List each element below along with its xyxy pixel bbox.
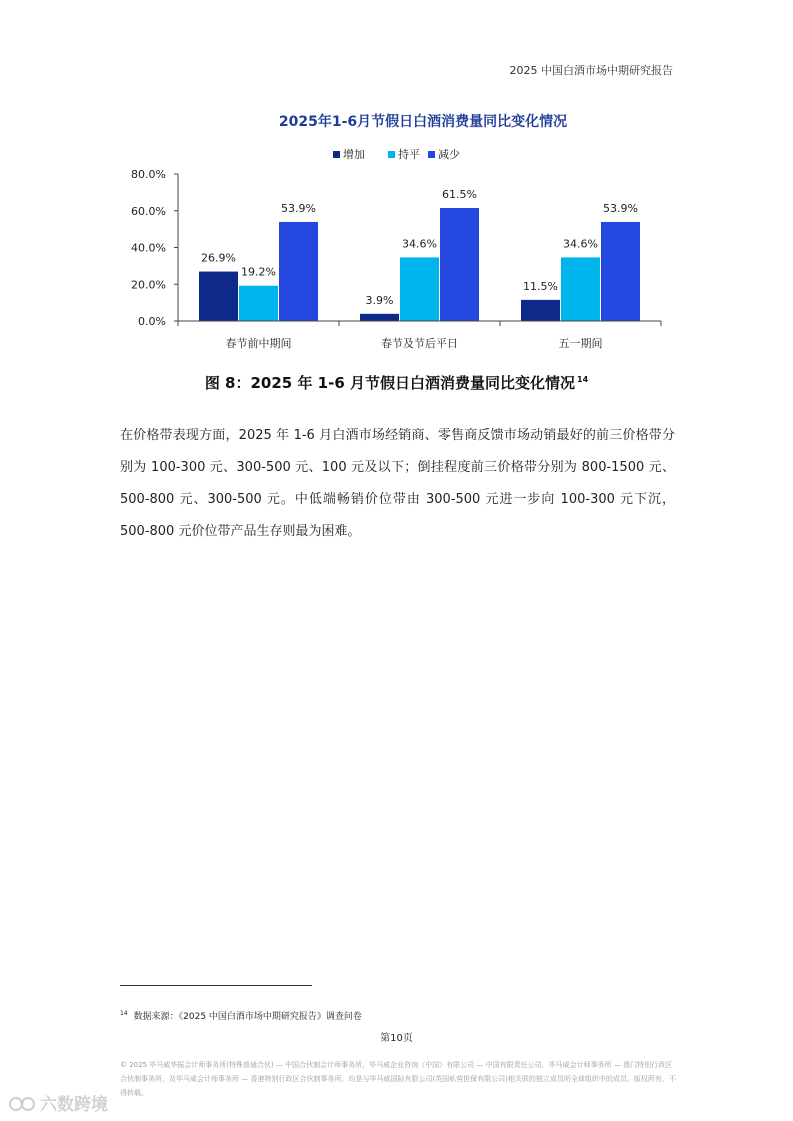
bar: [440, 208, 479, 321]
chart-bars: [199, 188, 640, 321]
chart-legend: [333, 147, 460, 161]
bar: [239, 286, 278, 321]
bar-data-label: 34.6%: [402, 237, 437, 251]
footnote: [120, 1009, 362, 1022]
y-tick-label: 40.0%: [131, 241, 166, 255]
bar-data-label: 34.6%: [563, 237, 598, 251]
bar-data-label: 26.9%: [201, 251, 236, 265]
legend-swatch-2: [428, 151, 435, 158]
chart-title: 2025年1-6月节假日白酒消费量同比变化情况: [278, 114, 568, 130]
y-tick-label: 80.0%: [131, 168, 166, 181]
footnote-number: 14: [120, 1010, 128, 1017]
bar: [561, 257, 600, 321]
page-number: 第10页: [380, 1033, 413, 1044]
legend-swatch-1: [388, 151, 395, 158]
bar: [601, 222, 640, 321]
y-axis: [131, 168, 178, 328]
figure-caption-text: 图 8：2025 年 1-6 月节假日白酒消费量同比变化情况: [204, 374, 576, 392]
footnote-divider: [120, 985, 312, 986]
bar-data-label: 3.9%: [365, 293, 394, 307]
y-tick-label: 60.0%: [131, 204, 166, 218]
figure-caption: [0, 372, 793, 393]
bar: [521, 300, 560, 321]
bar: [199, 272, 238, 321]
x-tick-label: 春节及节后平日: [381, 337, 458, 350]
chart-svg: [118, 108, 678, 358]
watermark: [8, 1090, 108, 1115]
x-axis: [178, 321, 661, 350]
binoculars-logo-icon: [8, 1092, 36, 1114]
bar-data-label: 19.2%: [241, 265, 276, 279]
legend-label-1: 持平: [398, 148, 420, 161]
x-tick-label: 五一期间: [558, 337, 603, 350]
figure-footnote-ref: 14: [577, 375, 589, 384]
x-tick-label: 春节前中期间: [225, 337, 292, 350]
copyright-disclaimer: © 2025 毕马威华振会计师事务所(特殊普通合伙) — 中国合伙制会计师事务所，毕马威企业咨询（中国）有限公司 — 中国有限责任公司，毕马威会计师事务所 — 澳门特别行政区合伙制事务所，及毕马威会计师事务所 — 香港特别行政区合伙制事务所，均是与毕马威国际有限公司(英国私营担保有限公司)相关联的独立成员所全球组织中的成员。版权所有，不得转载。: [120, 1061, 676, 1097]
report-header-title: 2025 中国白酒市场中期研究报告: [509, 64, 673, 77]
footnote-text: 数据来源：《2025 中国白酒市场中期研究报告》调查问卷: [133, 1012, 362, 1022]
body-paragraph: 在价格带表现方面，2025 年 1-6 月白酒市场经销商、零售商反馈市场动销最好的前三价格带分别为 100-300 元、300-500 元、100 元及以下；倒挂程度前三价格带分别为 800-1500 元、500-800 元、300-500 元。中低端畅销价位带由 300-500 元进一步向 100-300 元下沉，500-800 元价位带产品生存则最为困难。: [120, 428, 675, 539]
bar-chart: [118, 108, 678, 358]
legend-label-2: 减少: [438, 148, 460, 161]
bar-data-label: 53.9%: [603, 201, 638, 215]
bar-data-label: 53.9%: [281, 201, 316, 215]
legend-label-0: 增加: [343, 148, 365, 161]
legend-swatch-0: [333, 151, 340, 158]
y-tick-label: 20.0%: [131, 278, 166, 292]
watermark-text: 六数跨境: [40, 1095, 108, 1115]
bar: [360, 314, 399, 321]
bar-data-label: 61.5%: [442, 187, 477, 201]
y-tick-label: 0.0%: [138, 315, 166, 328]
bar: [279, 222, 318, 321]
bar-data-label: 11.5%: [523, 279, 558, 293]
bar: [400, 257, 439, 321]
